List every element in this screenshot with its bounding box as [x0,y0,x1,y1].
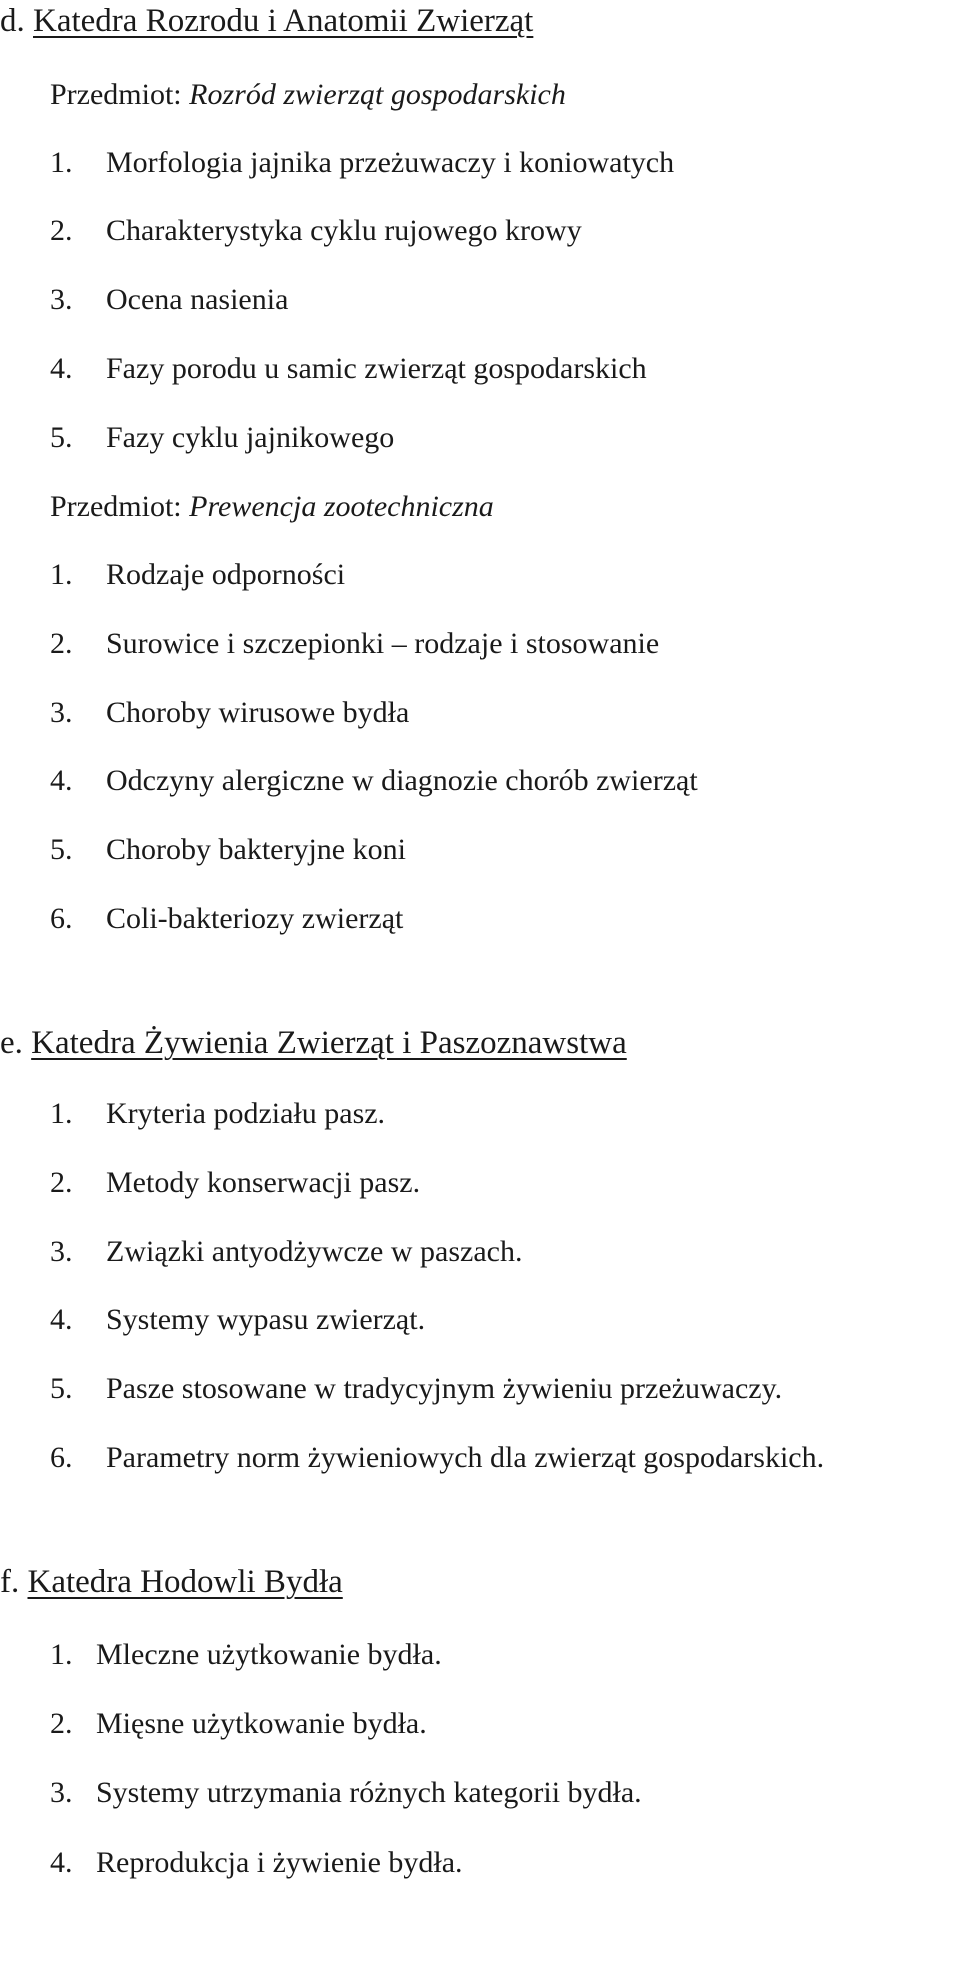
list-item [50,1776,642,1810]
item-number: 3. [50,283,73,316]
item-number: 4. [50,352,73,385]
item-text: Kryteria podziału pasz. [106,1097,386,1130]
list-item [50,214,582,248]
item-number: 3. [50,1776,73,1809]
section-title: Katedra Żywienia Zwierząt i Paszoznawstwa [31,1025,627,1061]
item-text: Ocena nasienia [106,283,289,316]
section-letter: f. [0,1564,20,1600]
item-number: 5. [50,833,73,866]
list-item [50,1707,427,1741]
subject-name: Prewencja zootechniczna [189,490,494,523]
subject-name: Rozród zwierząt gospodarskich [189,78,566,111]
item-number: 2. [50,1707,73,1740]
item-number: 4. [50,764,73,797]
subject-prefix: Przedmiot: [50,78,182,111]
item-text: Morfologia jajnika przeżuwaczy i koniowatych [106,146,675,179]
item-text: Systemy utrzymania różnych kategorii bydła. [96,1776,642,1809]
list-item [50,146,675,180]
item-text: Związki antyodżywcze w paszach. [106,1235,523,1268]
list-item [50,1372,783,1406]
list-item [50,833,406,867]
item-number: 4. [50,1846,73,1879]
list-item [50,1097,386,1131]
list-item [50,1846,463,1880]
item-text: Pasze stosowane w tradycyjnym żywieniu przeżuwaczy. [106,1372,783,1405]
list-item [50,558,346,592]
list-item [50,1638,442,1672]
item-text: Surowice i szczepionki – rodzaje i stosowanie [106,627,660,660]
list-item [50,283,289,317]
item-number: 1. [50,146,73,179]
item-number: 5. [50,1372,73,1405]
item-text: Charakterystyka cyklu rujowego krowy [106,214,582,247]
item-text: Parametry norm żywieniowych dla zwierząt gospodarskich. [106,1441,825,1474]
section-title: Katedra Rozrodu i Anatomii Zwierząt [33,3,534,39]
item-text: Odczyny alergiczne w diagnozie chorób zwierząt [106,764,698,797]
item-text: Systemy wypasu zwierząt. [106,1303,426,1336]
item-number: 2. [50,1166,73,1199]
item-text: Metody konserwacji pasz. [106,1166,421,1199]
item-text: Reprodukcja i żywienie bydła. [96,1846,463,1879]
item-number: 4. [50,1303,73,1336]
list-item [50,696,410,730]
section-heading-e [0,1024,627,1062]
item-text: Choroby bakteryjne koni [106,833,406,866]
list-item [50,1166,421,1200]
item-number: 2. [50,627,73,660]
item-number: 1. [50,558,73,591]
item-number: 1. [50,1097,73,1130]
list-item [50,627,660,661]
item-text: Choroby wirusowe bydła [106,696,410,729]
section-letter: d. [0,3,25,39]
list-item [50,1303,426,1337]
item-number: 3. [50,696,73,729]
item-number: 1. [50,1638,73,1671]
item-text: Fazy cyklu jajnikowego [106,421,395,454]
item-text: Mięsne użytkowanie bydła. [96,1707,427,1740]
item-number: 6. [50,902,73,935]
section-heading-f [0,1563,343,1601]
item-text: Rodzaje odporności [106,558,346,591]
list-item [50,902,404,936]
item-number: 5. [50,421,73,454]
item-number: 3. [50,1235,73,1268]
list-item [50,764,698,798]
item-number: 2. [50,214,73,247]
list-item [50,1235,523,1269]
subject-line [50,78,566,112]
item-text: Fazy porodu u samic zwierząt gospodarskich [106,352,647,385]
section-letter: e. [0,1025,23,1061]
list-item [50,1441,825,1475]
section-heading-d [0,2,533,40]
item-text: Coli-bakteriozy zwierząt [106,902,404,935]
list-item [50,421,395,455]
item-text: Mleczne użytkowanie bydła. [96,1638,442,1671]
subject-line [50,490,494,524]
item-number: 6. [50,1441,73,1474]
list-item [50,352,647,386]
subject-prefix: Przedmiot: [50,490,182,523]
section-title: Katedra Hodowli Bydła [27,1564,343,1600]
